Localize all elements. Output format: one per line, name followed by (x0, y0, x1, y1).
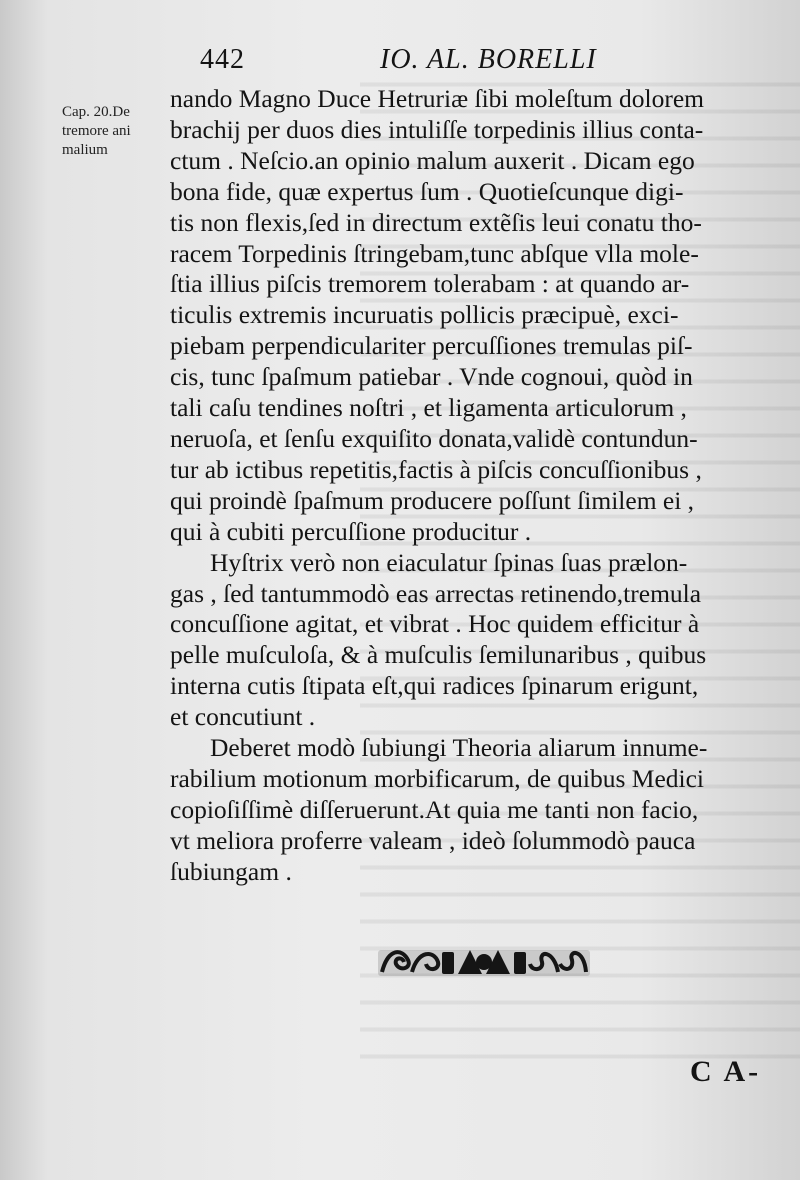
text-line: ctum . Neſcio.an opinio malum auxerit . Dicam ego (170, 145, 695, 175)
text-line: tali caſu tendines noſtri , et ligamenta articulorum , (170, 393, 687, 423)
text-line: gas , ſed tantummodò eas arrectas retinendo,tremula (170, 578, 702, 608)
text-line: et concutiunt . (170, 702, 316, 732)
text-line: nando Magno Duce Hetruriæ ſibi moleſtum dolorem (170, 84, 704, 113)
text-line: qui à cubiti percuſſione producitur . (170, 516, 532, 546)
text-line: ticulis extremis incuruatis pollicis præcipuè, exci- (170, 300, 679, 330)
text-line: copioſiſſimè diſſeruerunt.At quia me tanti non facio, (170, 794, 699, 824)
text-line: vt meliora proferre valeam , ideò ſolummodò pauca (170, 825, 696, 855)
running-head: IO. AL. BORELLI (380, 44, 597, 75)
text-line: tis non flexis,ſed in directum extẽſis leui conatu tho- (170, 207, 702, 237)
text-line: interna cutis ſtipata eſt,qui radices ſpinarum erigunt, (170, 671, 699, 701)
margin-note (62, 103, 174, 160)
catchword: C A- (690, 1055, 762, 1088)
text-line: rabilium motionum morbificarum, de quibus Medici (170, 763, 704, 793)
text-line: tur ab ictibus repetitis,factis à piſcis concuſſionibus , (170, 454, 702, 484)
text-line: brachij per duos dies intuliſſe torpedinis illius conta- (170, 114, 704, 144)
text-line: ſubiungam . (170, 856, 292, 886)
body-text (170, 84, 770, 888)
text-line: pelle muſculoſa, & à muſculis ſemilunaribus , quibus (170, 640, 707, 670)
page-number: 442 (200, 44, 245, 75)
text-line: racem Torpedinis ſtringebam,tunc abſque vlla mole- (170, 238, 699, 268)
printers-ornament-icon (378, 942, 590, 982)
text-line: bona fide, quæ expertus ſum . Quotieſcunque digi- (170, 176, 684, 206)
margin-note-line: tremore ani (62, 123, 131, 139)
margin-note-line: malium (62, 142, 108, 158)
text-line: qui proindè ſpaſmum producere poſſunt ſimilem ei , (170, 485, 695, 515)
paragraph-start-line: Deberet modò ſubiungi Theoria aliarum innume- (210, 733, 708, 763)
margin-note-line: Cap. 20.De (62, 104, 130, 120)
text-line: neruoſa, et ſenſu exquiſito donata,validè contundun- (170, 423, 698, 453)
text-line: concuſſione agitat, et vibrat . Hoc quidem efficitur à (170, 609, 700, 639)
text-line: piebam perpendiculariter percuſſiones tremulas piſ- (170, 331, 693, 361)
paragraph-start-line: Hyſtrix verò non eiaculatur ſpinas ſuas prælon- (210, 547, 688, 577)
text-line: cis, tunc ſpaſmum patiebar . Vnde cognoui, quòd in (170, 362, 693, 392)
text-line: ſtia illius piſcis tremorem tolerabam : at quando ar- (170, 269, 690, 299)
page-header (200, 44, 620, 84)
